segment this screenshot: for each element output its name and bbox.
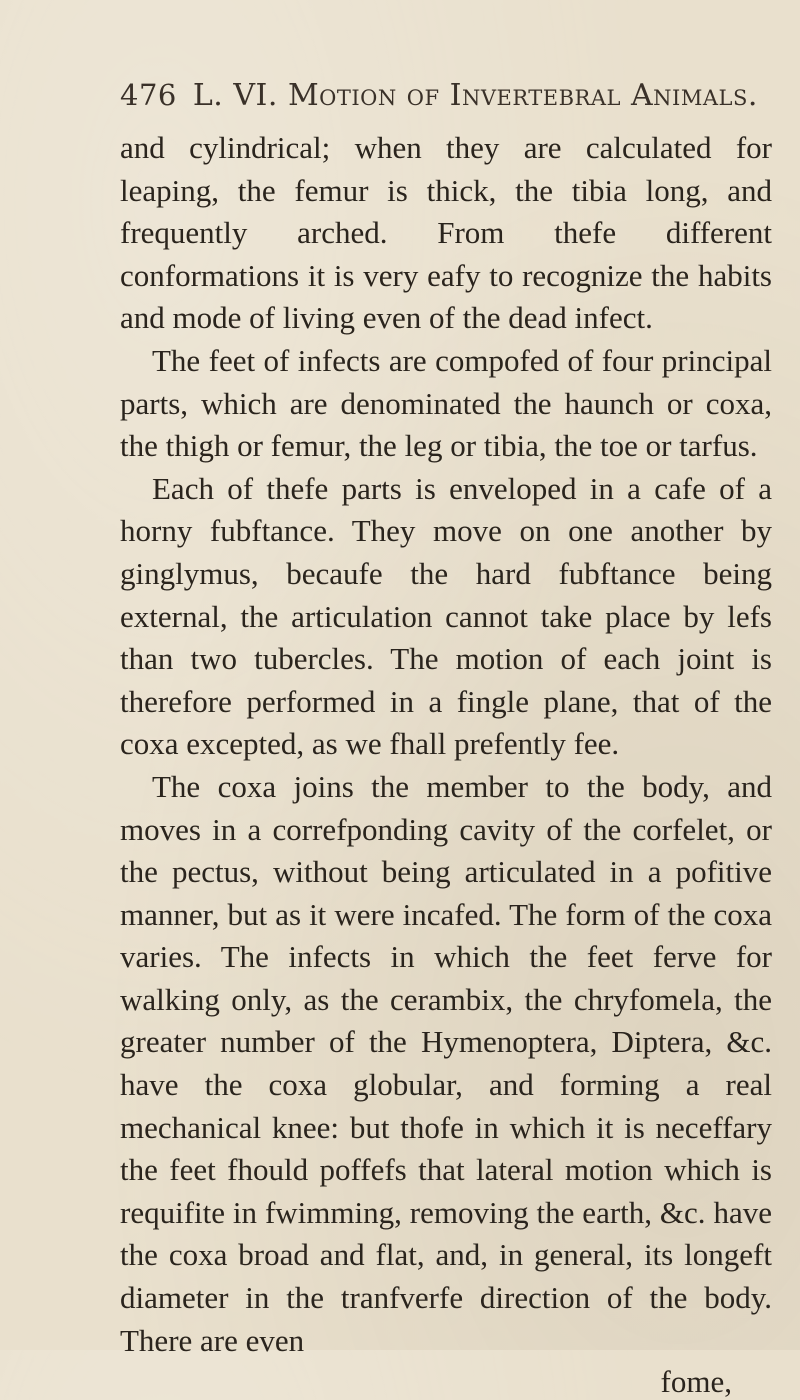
paragraph-continuation: and cylindrical; when they are calculated for leaping, the femur is thick, the tibia long, and frequently arched. From thefe different conformations it is very eafy to recognize the habits and mode of living even of the dead infect. (120, 130, 772, 336)
running-head (120, 78, 772, 113)
catchword: fome, (660, 1364, 732, 1400)
page-number: 476 (120, 78, 177, 112)
book-page (120, 78, 772, 1400)
running-title: L. VI. Motion of Invertebral Animals. (192, 78, 758, 113)
paragraph-feet-parts: The feet of infects are compofed of four principal parts, which are denominated the haunch or coxa, the thigh or femur, the leg or tibia, the toe or tarfus. (120, 342, 772, 464)
paragraph-coxa: The coxa joins the member to the body, and moves in a correfponding cavity of the corfelet, or the pectus, without being articulated in a pofitive manner, but as it were incafed. The form of the coxa varies. The infects in which the feet ferve for walking only, as the cerambix, the chryfomela, the greater number of the Hymenoptera, Diptera, &c. have the coxa globular, and forming a real mechanical knee: but thofe in which it is neceffary the feet fhould poffefs that lateral motion which is requifite in fwimming, removing the earth, &c. have the coxa broad and flat, and, in general, its longeft diameter in the tranfverfe direction of the body. There are even (120, 768, 772, 1358)
paragraph-horny-case: Each of thefe parts is enveloped in a cafe of a horny fubftance. They move on one another by ginglymus, becaufe the hard fubftance being external, the articulation cannot take place by lefs than two tubercles. The motion of each joint is therefore performed in a fingle plane, that of the coxa excepted, as we fhall prefently fee. (120, 470, 772, 762)
body-text (120, 127, 772, 1362)
